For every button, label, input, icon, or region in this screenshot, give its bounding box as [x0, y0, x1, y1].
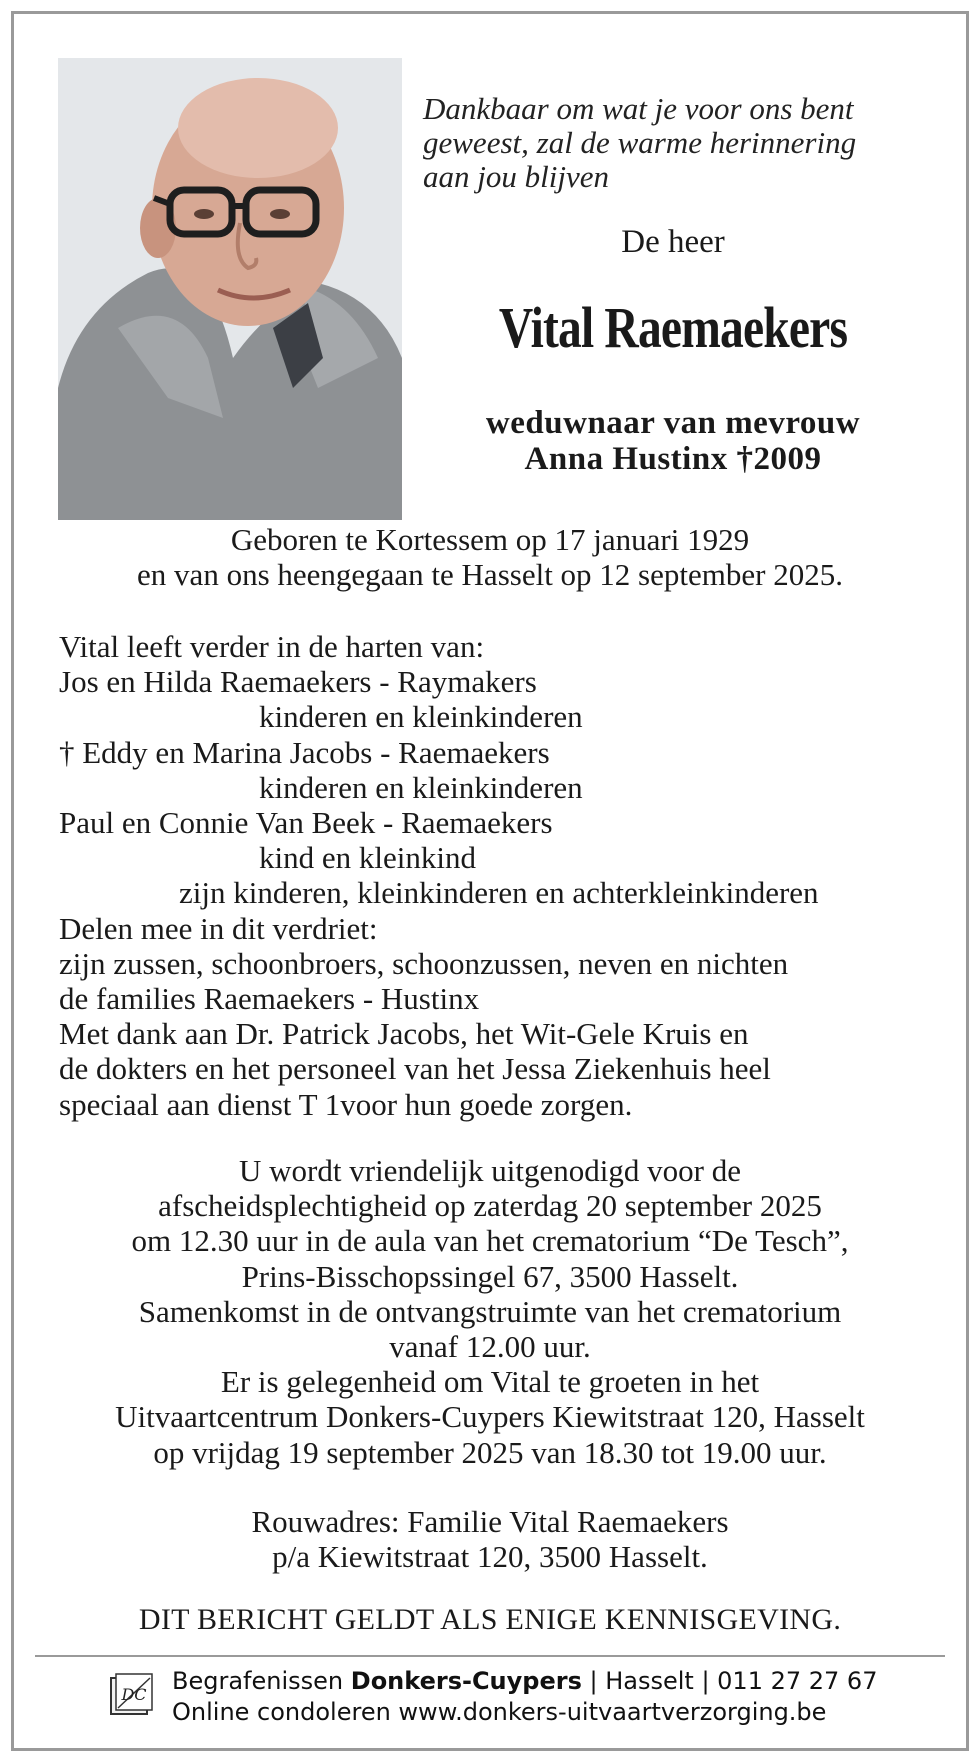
footer-line-1 — [172, 1666, 877, 1697]
deceased-name: Vital Raemaekers — [498, 295, 848, 360]
family-line: kinderen en kleinkinderen — [259, 699, 583, 735]
quote-line: aan jou blijven — [423, 159, 609, 194]
birth-line: Geboren te Kortessem op 17 januari 1929 — [230, 522, 750, 557]
footer-prefix: Begrafenissen — [172, 1667, 344, 1695]
family-line: kinderen en kleinkinderen — [259, 769, 583, 805]
widow-line-2: Anna Hustinx †2009 — [524, 441, 822, 477]
footer-divider — [35, 1655, 945, 1657]
ceremony-line: Er is gelegenheid om Vital te groeten in het — [220, 1364, 760, 1400]
mourning-address — [0, 1504, 980, 1574]
footer-contact: | Hasselt | 011 27 27 67 — [581, 1667, 878, 1695]
family-line: zijn kinderen, kleinkinderen en achterkleinkinderen — [179, 875, 819, 911]
footer-text — [172, 1666, 877, 1728]
family-line: Delen mee in dit verdriet: — [59, 910, 378, 946]
footer-website-line[interactable]: Online condoleren www.donkers-uitvaartverzorging.be — [172, 1698, 827, 1726]
ceremony-info — [0, 1153, 980, 1470]
ceremony-line: afscheidsplechtigheid op zaterdag 20 september 2025 — [158, 1188, 822, 1224]
notice-statement: DIT BERICHT GELDT ALS ENIGE KENNISGEVING. — [138, 1603, 842, 1636]
ceremony-line: Uitvaartcentrum Donkers-Cuypers Kiewitstraat 120, Hasselt — [115, 1399, 865, 1435]
quote-line: geweest, zal de warme herinnering — [423, 125, 857, 160]
address-line: Rouwadres: Familie Vital Raemaekers — [251, 1504, 729, 1539]
ceremony-line: om 12.30 uur in de aula van het crematorium “De Tesch”, — [131, 1223, 849, 1259]
family-line: zijn zussen, schoonbroers, schoonzussen, neven en nichten — [59, 945, 789, 981]
ceremony-line: op vrijdag 19 september 2025 van 18.30 tot 19.00 uur. — [153, 1434, 827, 1470]
family-line: speciaal aan dienst T 1voor hun goede zorgen. — [59, 1086, 633, 1122]
family-line: Vital leeft verder in de harten van: — [59, 629, 485, 664]
widow-line-1: weduwnaar van mevrouw — [485, 405, 861, 441]
ceremony-line: Samenkomst in de ontvangstruimte van het crematorium — [138, 1293, 842, 1329]
funeral-home-logo-icon — [108, 1672, 154, 1718]
quote-line: Dankbaar om wat je voor ons bent — [423, 91, 854, 126]
family-line: de families Raemaekers - Hustinx — [59, 981, 480, 1017]
birth-death-info — [0, 522, 980, 592]
ceremony-line: Prins-Bisschopssingel 67, 3500 Hasselt. — [241, 1258, 739, 1294]
widow-line — [418, 405, 928, 477]
family-line: de dokters en het personeel van het Jessa Ziekenhuis heel — [59, 1051, 771, 1087]
address-line: p/a Kiewitstraat 120, 3500 Hasselt. — [272, 1539, 708, 1575]
salutation: De heer — [621, 224, 725, 260]
family-line: Met dank aan Dr. Patrick Jacobs, het Wit-Gele Kruis en — [59, 1016, 749, 1052]
ceremony-line: U wordt vriendelijk uitgenodigd voor de — [239, 1153, 741, 1188]
funeral-home-footer — [108, 1666, 878, 1736]
family-line: Jos en Hilda Raemaekers - Raymakers — [59, 664, 537, 700]
svg-text:DC: DC — [121, 1685, 147, 1704]
death-line: en van ons heengegaan te Hasselt op 12 september 2025. — [137, 557, 843, 593]
family-list — [59, 629, 959, 1122]
family-line: Paul en Connie Van Beek - Raemaekers — [59, 805, 553, 841]
family-line: † Eddy en Marina Jacobs - Raemaekers — [59, 734, 550, 770]
ceremony-line: vanaf 12.00 uur. — [389, 1329, 591, 1365]
portrait-photo — [58, 58, 402, 520]
funeral-home-name: Donkers-Cuypers — [350, 1667, 582, 1695]
family-line: kind en kleinkind — [259, 840, 476, 876]
memorial-quote — [423, 92, 943, 194]
